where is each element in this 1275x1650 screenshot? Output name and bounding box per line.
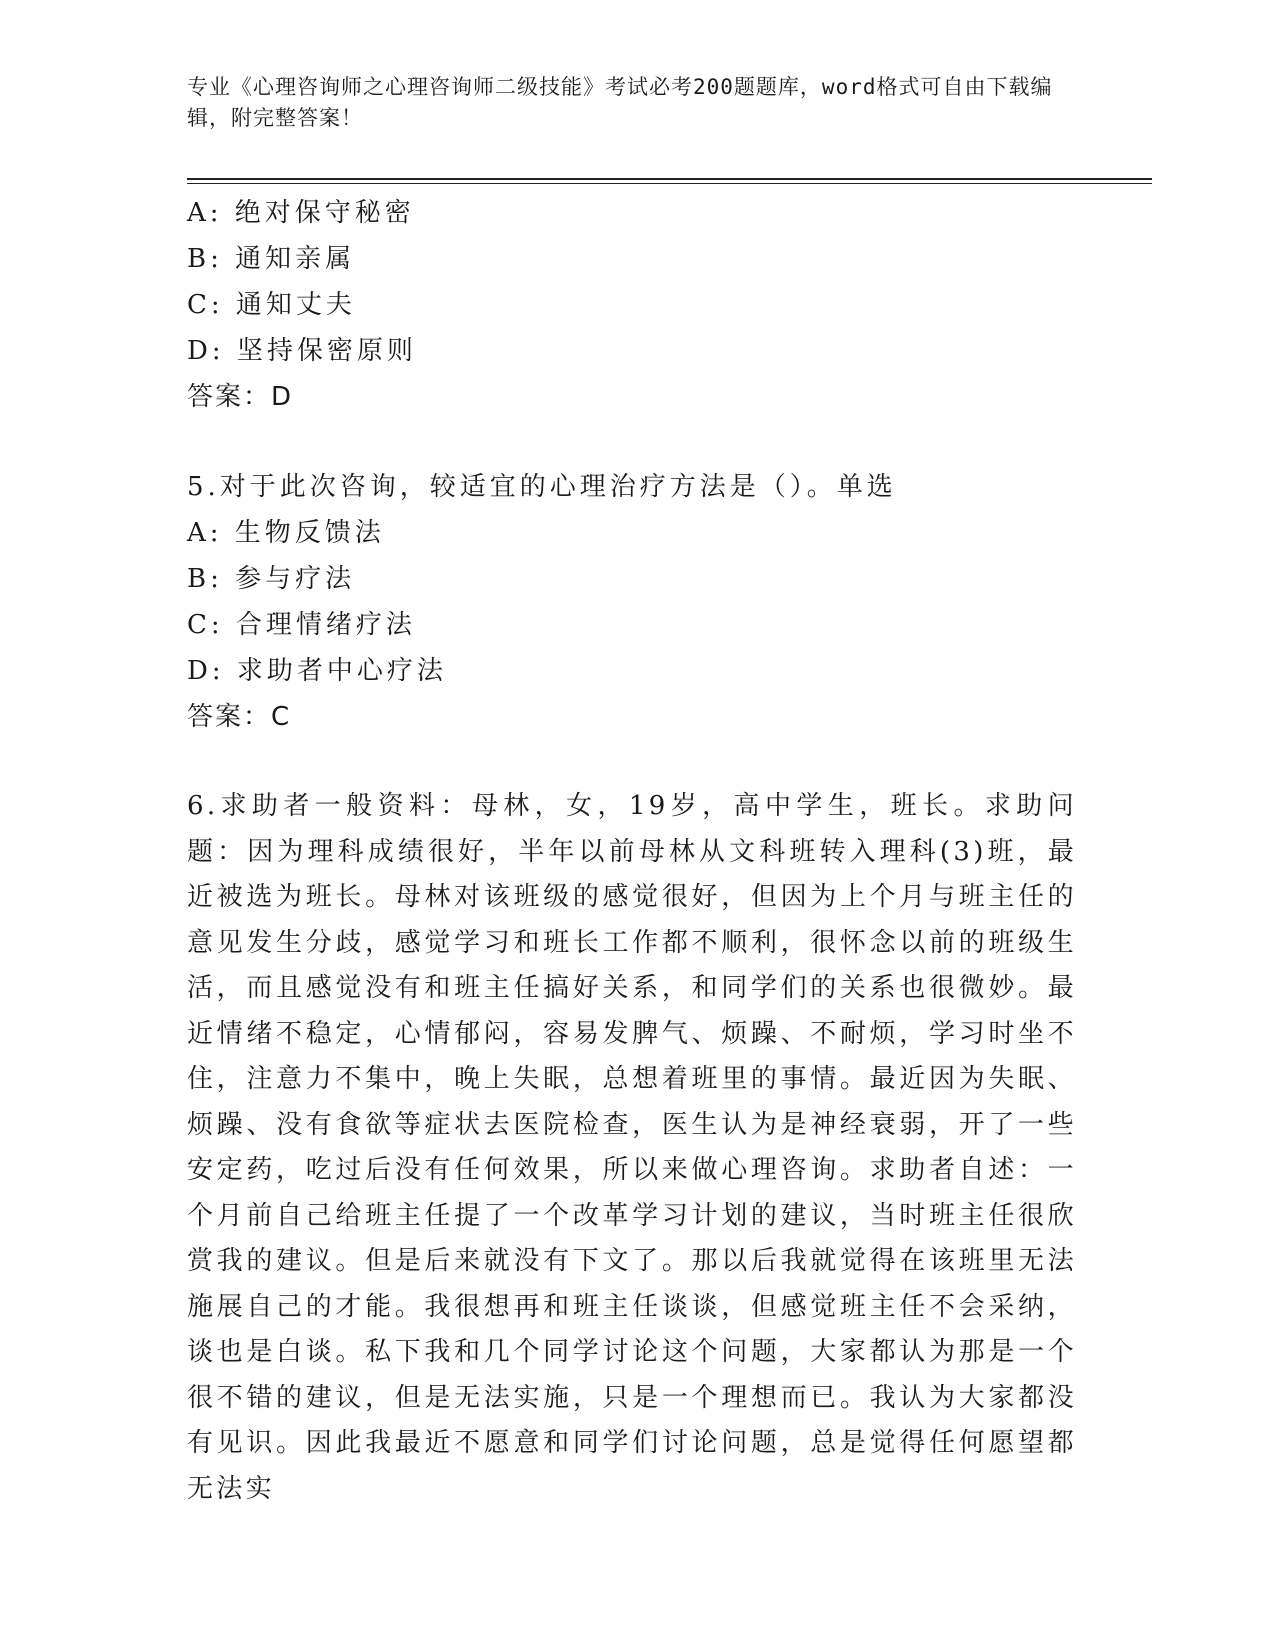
option-c: C: 合理情绪疗法 xyxy=(187,610,416,640)
option-c: C: 通知丈夫 xyxy=(187,290,356,320)
header-divider-thin xyxy=(187,183,1152,184)
option-b: B: 通知亲属 xyxy=(187,244,356,274)
option-d: D: 坚持保密原则 xyxy=(187,336,417,366)
spacer xyxy=(187,740,1077,784)
option-a: A: 绝对保守秘密 xyxy=(187,198,415,228)
document-content xyxy=(187,190,1077,1512)
question-4-block xyxy=(187,190,1077,420)
option-b: B: 参与疗法 xyxy=(187,564,356,594)
question-6-block xyxy=(187,784,1077,1512)
option-d: D: 求助者中心疗法 xyxy=(187,656,447,686)
spacer xyxy=(187,420,1077,464)
question-5-block xyxy=(187,464,1077,740)
option-a: A: 生物反馈法 xyxy=(187,518,385,548)
case-description-paragraph: 6.求助者一般资料：母林，女，19岁，高中学生，班长。求助问题：因为理科成绩很好，半年以前母林从文科班转入理科(3)班，最近被选为班长。母林对该班级的感觉很好，但因为上个月与班主任的意见发生分歧，感觉学习和班长工作都不顺利，很怀念以前的班级生活，而且感觉没有和班主任搞好关系，和同学们的关系也很微妙。最近情绪不稳定，心情郁闷，容易发脾气、烦躁、不耐烦，学习时坐不住，注意力不集中，晚上失眠，总想着班里的事情。最近因为失眠、烦躁、没有食欲等症状去医院检查，医生认为是神经衰弱，开了一些安定药，吃过后没有任何效果，所以来做心理咨询。求助者自述：一个月前自己给班主任提了一个改革学习计划的建议，当时班主任很欣赏我的建议。但是后来就没有下文了。那以后我就觉得在该班里无法施展自己的才能。我很想再和班主任谈谈，但感觉班主任不会采纳，谈也是白谈。私下我和几个同学讨论这个问题，大家都认为那是一个很不错的建议，但是无法实施，只是一个理想而已。我认为大家都没有见识。因此我最近不愿意和同学们讨论问题，总是觉得任何愿望都无法实 xyxy=(187,791,1077,1504)
page-header: 专业《心理咨询师之心理咨询师二级技能》考试必考200题题库，word格式可自由下载编辑，附完整答案！ xyxy=(187,75,1053,130)
answer-line: 答案：C xyxy=(187,702,292,732)
question-text: 5.对于此次咨询，较适宜的心理治疗方法是（）。单选 xyxy=(187,472,897,502)
header-divider-thick xyxy=(187,178,1152,180)
answer-line: 答案：D xyxy=(187,382,294,412)
